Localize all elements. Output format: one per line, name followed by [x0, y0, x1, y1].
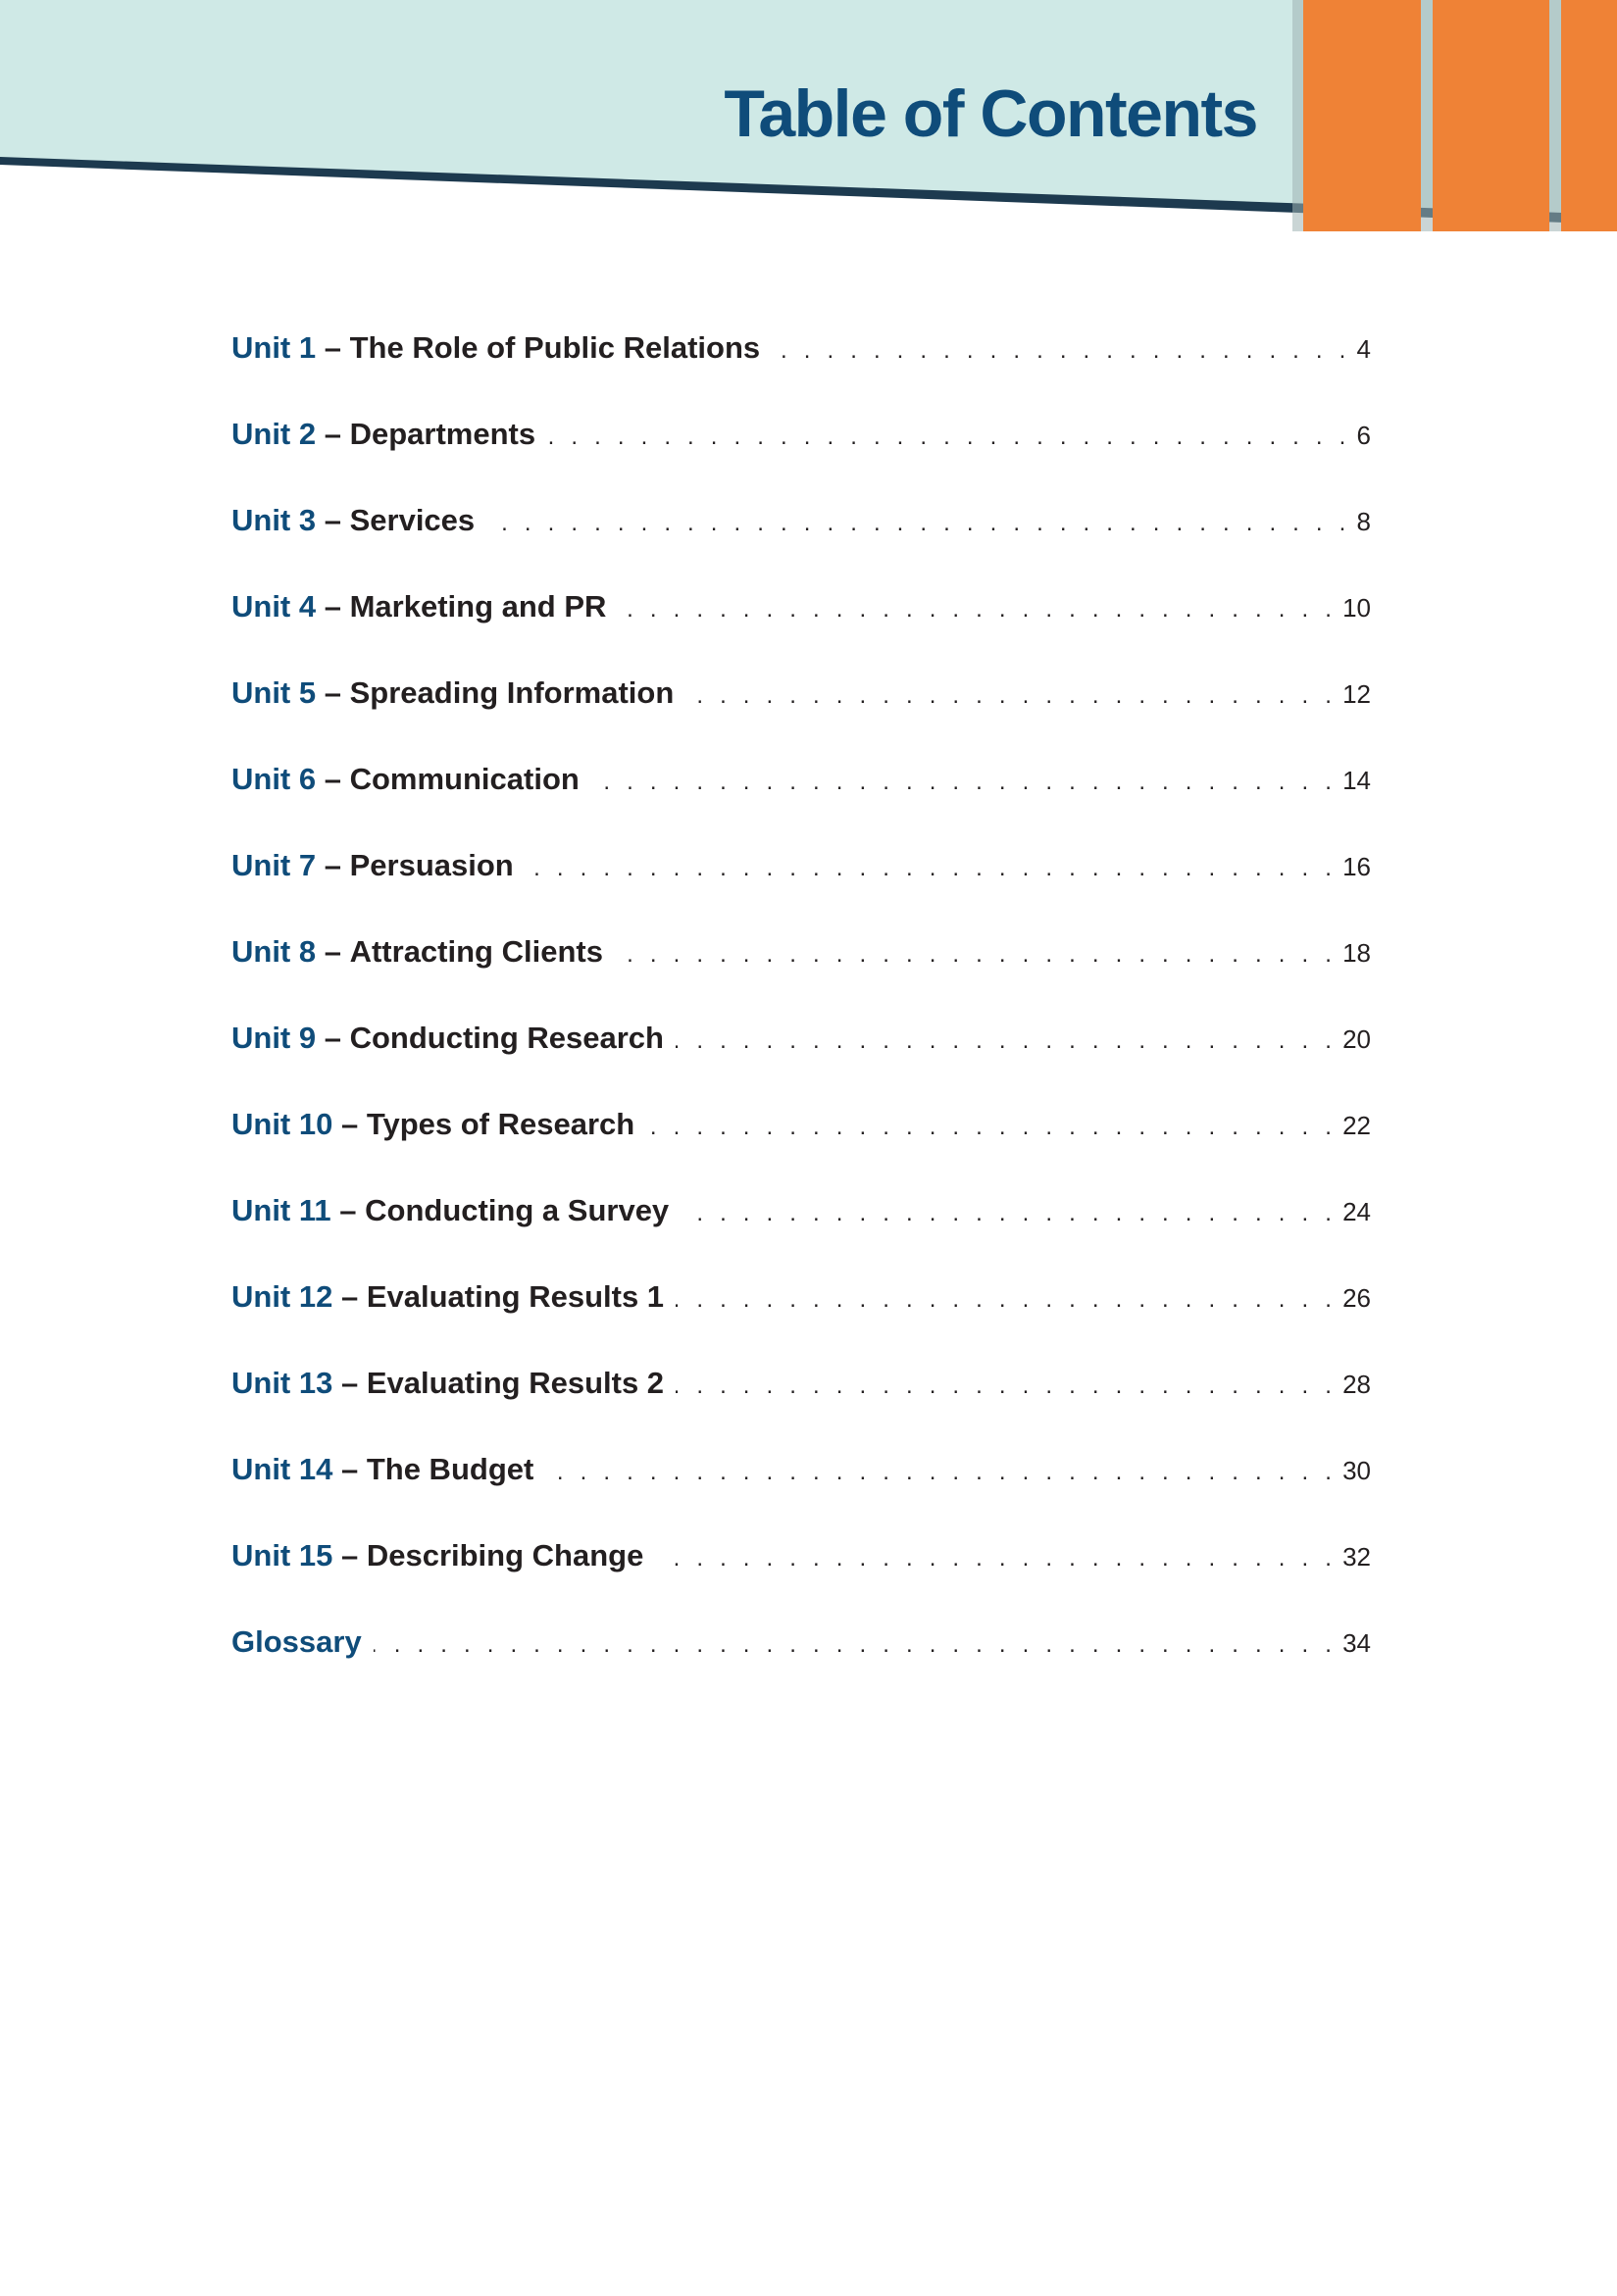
page-title: Table of Contents	[724, 76, 1257, 151]
toc-entry[interactable]	[231, 675, 1371, 762]
toc-separator: –	[316, 762, 350, 796]
toc-separator: –	[332, 1452, 367, 1486]
toc-separator: –	[332, 1538, 367, 1572]
toc-separator: –	[316, 934, 350, 969]
header-banner	[0, 0, 1617, 235]
toc-entry[interactable]	[231, 848, 1371, 934]
toc-leader-dots	[547, 424, 1350, 451]
toc-leader-dots	[772, 337, 1350, 365]
toc-leader-dots	[374, 1631, 1337, 1659]
toc-unit-number: Unit 3	[231, 503, 317, 537]
toc-title: The Role of Public Relations	[349, 330, 761, 365]
toc-unit-number: Unit 12	[231, 1279, 333, 1314]
toc-page-number: 10	[1342, 593, 1371, 623]
toc-entry[interactable]	[231, 1107, 1371, 1193]
toc-page-number: 8	[1356, 507, 1371, 536]
toc-page-number: 26	[1342, 1283, 1371, 1313]
toc-unit-number: Unit 15	[231, 1538, 333, 1572]
toc-entry[interactable]	[231, 934, 1371, 1021]
toc-unit-number: Unit 13	[231, 1366, 333, 1400]
toc-entry[interactable]	[231, 1193, 1371, 1279]
tab-shadow	[1549, 0, 1561, 231]
toc-separator: –	[316, 330, 350, 365]
toc-separator: –	[316, 417, 350, 451]
toc-page-number: 4	[1356, 334, 1371, 364]
toc-title: Types of Research	[366, 1107, 635, 1141]
toc-page-number: 34	[1342, 1628, 1371, 1658]
toc-page-number: 6	[1356, 421, 1371, 450]
toc-glossary-label: Glossary	[231, 1624, 362, 1659]
toc-title: Describing Change	[366, 1538, 644, 1572]
toc-page-number: 16	[1342, 852, 1371, 881]
toc-title: Conducting Research	[349, 1021, 664, 1055]
toc-page-number: 24	[1342, 1197, 1371, 1226]
toc-unit-number: Unit 4	[231, 589, 317, 624]
toc-separator: –	[316, 675, 350, 710]
orange-tab-3	[1561, 0, 1617, 231]
toc-entry[interactable]	[231, 589, 1371, 675]
toc-separator: –	[332, 1107, 367, 1141]
toc-title: Conducting a Survey	[365, 1193, 670, 1227]
toc-unit-number: Unit 8	[231, 934, 317, 969]
toc-unit-number: Unit 11	[231, 1193, 331, 1227]
toc-unit-number: Unit 10	[231, 1107, 333, 1141]
toc-entry[interactable]	[231, 417, 1371, 503]
toc-entry[interactable]	[231, 762, 1371, 848]
toc-unit-number: Unit 5	[231, 675, 317, 710]
toc-title: Spreading Information	[349, 675, 675, 710]
toc-page-number: 18	[1342, 938, 1371, 968]
orange-tab-1	[1303, 0, 1421, 231]
toc-page-number: 30	[1342, 1456, 1371, 1485]
toc-title: Services	[349, 503, 476, 537]
toc-title: Evaluating Results 2	[366, 1366, 665, 1400]
toc-leader-dots	[615, 941, 1337, 969]
toc-unit-number: Unit 9	[231, 1021, 317, 1055]
toc-separator: –	[332, 1366, 367, 1400]
toc-unit-number: Unit 2	[231, 417, 317, 451]
toc-separator: –	[330, 1193, 366, 1227]
toc-separator: –	[316, 589, 350, 624]
toc-leader-dots	[486, 510, 1350, 537]
toc-entry-glossary[interactable]	[231, 1624, 1371, 1711]
toc-leader-dots	[681, 1200, 1337, 1227]
toc-leader-dots	[655, 1545, 1337, 1572]
toc-title: Persuasion	[349, 848, 514, 882]
toc-entry[interactable]	[231, 1279, 1371, 1366]
toc-separator: –	[316, 503, 350, 537]
toc-title: Communication	[349, 762, 580, 796]
toc-title: Marketing and PR	[349, 589, 607, 624]
toc-page-number: 32	[1342, 1542, 1371, 1572]
toc-page-number: 28	[1342, 1370, 1371, 1399]
toc-unit-number: Unit 14	[231, 1452, 333, 1486]
toc-entry[interactable]	[231, 1452, 1371, 1538]
toc-separator: –	[332, 1279, 367, 1314]
toc-entry[interactable]	[231, 1538, 1371, 1624]
toc-unit-number: Unit 6	[231, 762, 317, 796]
toc-leader-dots	[685, 682, 1337, 710]
toc-title: Attracting Clients	[349, 934, 603, 969]
toc-title: Evaluating Results 1	[366, 1279, 665, 1314]
toc-page-number: 12	[1342, 679, 1371, 709]
toc-leader-dots	[591, 769, 1337, 796]
toc-leader-dots	[676, 1027, 1337, 1055]
toc-leader-dots	[676, 1373, 1337, 1400]
toc-leader-dots	[618, 596, 1337, 624]
table-of-contents	[231, 330, 1371, 1711]
toc-separator: –	[316, 848, 350, 882]
toc-entry[interactable]	[231, 330, 1371, 417]
orange-tab-2	[1433, 0, 1549, 231]
toc-page-number: 14	[1342, 766, 1371, 795]
toc-unit-number: Unit 7	[231, 848, 317, 882]
toc-entry[interactable]	[231, 503, 1371, 589]
tab-shadow	[1421, 0, 1433, 231]
toc-title: Departments	[349, 417, 536, 451]
toc-page-number: 20	[1342, 1024, 1371, 1054]
toc-leader-dots	[646, 1114, 1337, 1141]
toc-title: The Budget	[366, 1452, 534, 1486]
toc-entry[interactable]	[231, 1021, 1371, 1107]
toc-leader-dots	[526, 855, 1337, 882]
toc-separator: –	[316, 1021, 350, 1055]
toc-entry[interactable]	[231, 1366, 1371, 1452]
toc-unit-number: Unit 1	[231, 330, 317, 365]
toc-leader-dots	[545, 1459, 1337, 1486]
toc-leader-dots	[676, 1286, 1337, 1314]
toc-page-number: 22	[1342, 1111, 1371, 1140]
